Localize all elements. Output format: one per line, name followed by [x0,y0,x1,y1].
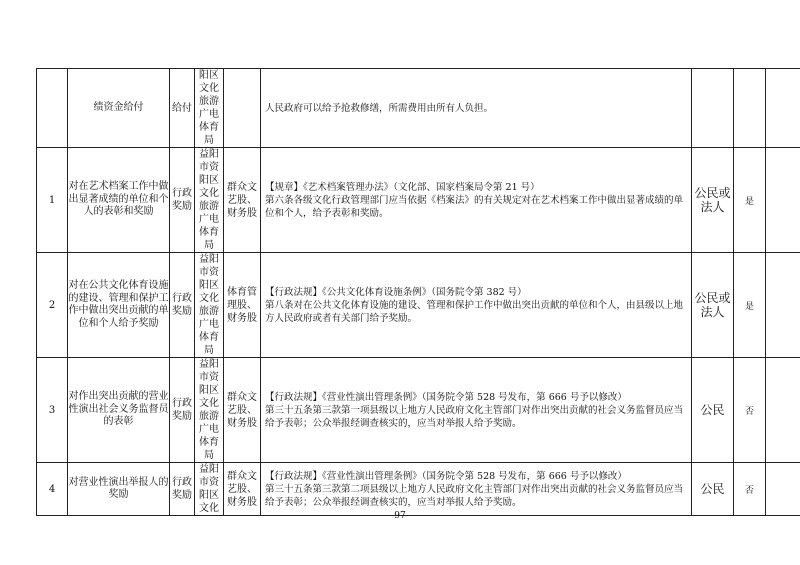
page-number: 97 [394,511,406,521]
implementing-dept: 益阳市资阳区文化 [195,463,224,516]
target-party: 公民或法人 [692,148,734,253]
item-name: 对在艺术档案工作中做出显著成绩的单位和个人的表彰和奖励 [68,148,170,253]
item-name: 绩资金给付 [68,69,170,148]
remarks [766,463,800,516]
remarks [766,148,800,253]
row-number: 4 [37,463,68,516]
legal-basis-title: 【行政法规】《营业性演出管理条例》（国务院令第 528 号发布，第 666 号予以修改） [265,391,627,403]
legal-basis-text: 第八条对在公共文化体育设施的建设、管理和保护工作中做出突出贡献的单位和个人，由县级以上地方人民政府或者有关部门给予奖励。 [265,299,684,324]
target-party: 公民或法人 [692,253,734,358]
row-number: 1 [37,148,68,253]
legal-basis [261,358,692,463]
target-party: 公民 [692,463,734,516]
item-type: 行政奖励 [170,358,195,463]
item-type: 行政奖励 [170,148,195,253]
target-party: 公民 [692,358,734,463]
table-row [37,358,800,463]
implementing-dept: 益阳市资阳区文化旅游广电体育局 [195,148,224,253]
flag: 是 [734,253,766,358]
target-party [692,69,734,148]
item-type: 行政奖励 [170,253,195,358]
legal-basis [261,253,692,358]
item-type: 给付 [170,69,195,148]
table-row [37,69,800,148]
responsible-office: 体育管理股、财务股 [224,253,261,358]
flag: 否 [734,463,766,516]
flag [734,69,766,148]
implementing-dept: 益阳市资阳区文化旅游广电体育局 [195,358,224,463]
remarks [766,69,800,148]
flag: 否 [734,358,766,463]
legal-basis-text: 第六条各级文化行政管理部门应当依据《档案法》的有关规定对在艺术档案工作中做出显著成绩的单位和个人，给予表彰和奖励。 [265,194,684,219]
legal-basis-text: 第三十五条第三款第二项县级以上地方人民政府文化主管部门对作出突出贡献的社会义务监督员应当给予表彰；公众举报经调查核实的，应当对举报人给予奖励。 [265,483,684,508]
item-name: 对在公共文化体育设施的建设、管理和保护工作中做出突出贡献的单位和个人给予奖励 [68,253,170,358]
row-number [37,69,68,148]
flag: 是 [734,148,766,253]
legal-basis [261,69,692,148]
table-row [37,253,800,358]
responsible-office: 群众文艺股、财务股 [224,358,261,463]
legal-basis [261,463,692,516]
item-type: 行政奖励 [170,463,195,516]
implementing-dept: 益阳市资阳区文化旅游广电体育局 [195,253,224,358]
legal-basis-title: 【规章】《艺术档案管理办法》（文化部、国家档案局令第 21 号） [265,181,540,193]
legal-basis-text: 人民政府可以给予抢救修缮，所需费用由所有人负担。 [265,103,494,114]
authority-table [36,68,800,516]
legal-basis [261,148,692,253]
item-name: 对作出突出贡献的营业性演出社会义务监督员的表彰 [68,358,170,463]
implementing-dept: 阳区文化旅游广电体育局 [195,69,224,148]
legal-basis-text: 第三十五条第三款第一项县级以上地方人民政府文化主管部门对作出突出贡献的社会义务监督员应当给予表彰；公众举报经调查核实的，应当对举报人给予奖励。 [265,404,684,429]
responsible-office: 群众文艺股、财务股 [224,148,261,253]
responsible-office [224,69,261,148]
item-name: 对营业性演出举报人的奖励 [68,463,170,516]
table-row [37,463,800,516]
remarks [766,253,800,358]
row-number: 3 [37,358,68,463]
legal-basis-title: 【行政法规】《公共文化体育设施条例》（国务院令第 382 号） [265,286,527,298]
legal-basis-title: 【行政法规】《营业性演出管理条例》（国务院令第 528 号发布，第 666 号予以修改） [265,470,627,482]
responsible-office: 群众文艺股、财务股 [224,463,261,516]
remarks [766,358,800,463]
table-row [37,148,800,253]
row-number: 2 [37,253,68,358]
